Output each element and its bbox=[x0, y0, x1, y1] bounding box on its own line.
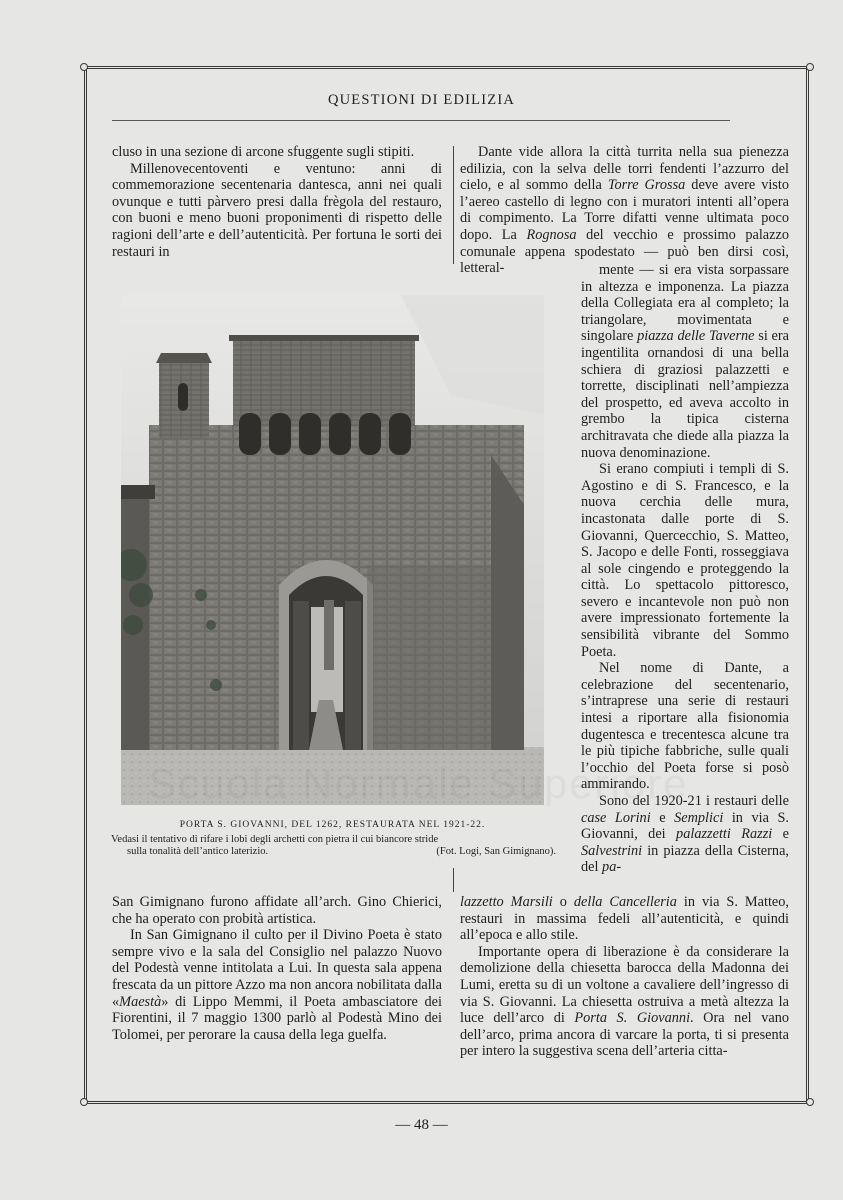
italic-run: Maestà bbox=[119, 993, 162, 1010]
caption-line-2: sulla tonalità dell’antico laterizio. bbox=[127, 846, 269, 857]
italic-run: Salvestrini bbox=[581, 842, 643, 859]
column-left-top bbox=[112, 144, 442, 260]
paragraph bbox=[112, 144, 442, 161]
column-left-bottom bbox=[112, 894, 442, 1043]
paragraph bbox=[460, 144, 789, 277]
corner-ornament bbox=[80, 63, 88, 71]
italic-run: piazza delle Taverne bbox=[637, 328, 755, 345]
gate-photo-drawing bbox=[121, 295, 544, 805]
paragraph bbox=[460, 944, 789, 1060]
header-rule bbox=[112, 120, 730, 121]
column-separator bbox=[453, 146, 454, 264]
text-run: e bbox=[772, 826, 789, 843]
italic-run: Porta S. Giovanni bbox=[574, 1010, 691, 1027]
text-run: Dante vide allora la città turrita nella sua pienezza edilizia, con la selva delle torri fendenti l’azzurro del cielo, e al sommo della bbox=[460, 144, 789, 194]
caption-text bbox=[111, 834, 556, 858]
text-run: Importante opera di liberazione è da considerare la demolizione della chiesetta barocca della Madonna dei Lumi, eretta su di un voltone a cavaliere dell’ingresso di via S. Giovanni. La chiesetta ostruiva a metà altezza la luce dell’arco di bbox=[460, 943, 789, 1027]
text-run: in via S. Matteo, restauri in massima fedeli all’autenticità, e quindi all’epoca e allo stile. bbox=[460, 894, 789, 944]
text-run: San Gimignano furono affidate all’arch. Gino Chierici, che ha operato con probità artistica. bbox=[112, 894, 442, 927]
italic-run: palazzetti Razzi bbox=[676, 826, 773, 843]
left-border-rule bbox=[84, 66, 87, 1104]
paragraph bbox=[460, 894, 789, 944]
page-number: — 48 — bbox=[395, 1117, 448, 1133]
italic-run: Torre Grossa bbox=[607, 177, 686, 194]
photo-credit: (Fot. Logi, San Gimignano). bbox=[436, 846, 556, 857]
corner-ornament bbox=[80, 1098, 88, 1106]
library-watermark bbox=[148, 760, 689, 808]
text-run: Millenovecentoventi e ventuno: anni di commemorazione secentenaria dantesca, anni nei quali ovunque e tutti pàrvero presi dalla frègola del restauro, con buoni e meno buoni proponimenti di rispetto delle ragioni dell’arte e dell’autenticità. Per fortuna le sorti dei restauri in bbox=[112, 160, 442, 260]
porta-san-giovanni-photo bbox=[121, 295, 544, 805]
italic-run: pa- bbox=[602, 859, 622, 876]
text-run: Sono del 1920-21 i restauri delle bbox=[599, 793, 789, 809]
text-run: si era ingentilita ornandosi di una bella schiera di graziosi palazzetti e torrette, disciplinati nell’ampiezza del prospetto, ed aveva accolto in grembo la tipica cisterna architravata che diede alla piazza la nuova denominazione. bbox=[581, 328, 789, 461]
paragraph bbox=[112, 894, 442, 927]
text-run: . Ora nel vano dell’arco, prima ancora di varcare la porta, ti si presenta per intero la suggestiva scena dell’arteria citta- bbox=[460, 1010, 789, 1060]
corner-ornament bbox=[806, 1098, 814, 1106]
italic-run: Semplici bbox=[674, 809, 724, 826]
caption-line-1: Vedasi il tentativo di rifare i lobi degli archetti con pietra il cui biancore stride bbox=[111, 834, 439, 845]
top-border-rule bbox=[86, 66, 808, 69]
paragraph bbox=[581, 461, 789, 660]
caption-title: PORTA S. GIOVANNI, DEL 1262, RESTAURATA NEL 1921-22. bbox=[179, 820, 486, 830]
text-run: in piazza della Cisterna, del bbox=[581, 842, 789, 876]
paragraph bbox=[112, 161, 442, 261]
column-right-bottom bbox=[460, 894, 789, 1060]
right-border-rule bbox=[806, 66, 809, 1104]
text-run: e bbox=[650, 809, 675, 826]
text-run: In San Gimignano il culto per il Divino Poeta è stato sempre vivo e la sala del Consiglio nel palazzo Nuovo del Podestà venne intitolata a Lui. In questa sala appena frescata da un pittore Azzo ma non ancora nobilitata dalla « bbox=[112, 927, 442, 1010]
text-run: Nel nome di Dante, a celebrazione del secentenario, s’intraprese una serie di restauri intesi a riportare alla fisionomia dugentesca e trecentesca alcune tra le più tipiche fabbriche, sulle quali l’occhio del Poeta forse si posò ammirando. bbox=[581, 660, 789, 793]
paragraph bbox=[112, 927, 442, 1043]
text-run: deve avere visto l’aereo castello di legno con i muratori intenti all’opera di compimento. La Torre difatti venne ultimata poco dopo. La bbox=[460, 177, 789, 243]
text-run: cluso in una sezione di arcone sfuggente sugli stipiti. bbox=[112, 144, 415, 160]
italic-run: della Cancelleria bbox=[573, 894, 677, 910]
italic-run: lazzetto Marsili bbox=[460, 894, 553, 910]
italic-run: Rognosa bbox=[526, 226, 577, 243]
column-right-top bbox=[460, 144, 789, 277]
text-run: in via S. Giovanni, dei bbox=[581, 809, 789, 843]
text-run: Si erano compiuti i templi di S. Agostino e di S. Francesco, e la nuova cerchia delle mura, incastonata dalle porte di S. Giovanni, Quercecchio, S. Matteo, S. Jacopo e delle Fonti, rosseggiava al sole cingendo e proteggendo la città. Lo spettacolo pittoresco, severo e incantevole non può non avere impressionato fortemente la sensibilità vibrante del Sommo Poeta. bbox=[581, 461, 789, 660]
running-header: QUESTIONI DI EDILIZIA bbox=[327, 92, 516, 108]
paragraph bbox=[581, 262, 789, 461]
italic-run: case Lorini bbox=[581, 809, 651, 826]
text-run: mente — si era vista sorpassare in altezza e imponenza. La piazza della Collegiata era al completo; la triangolare, movimentata e singolare bbox=[581, 262, 789, 345]
corner-ornament bbox=[806, 63, 814, 71]
column-separator bbox=[453, 868, 454, 892]
text-run: » di Lippo Memmi, il Poeta ambasciatore dei Fiorentini, il 7 maggio 1300 parlò al Podestà Mino dei Tolomei, per perorare la causa della lega guelfa. bbox=[112, 993, 442, 1043]
text-run: o bbox=[552, 894, 574, 910]
text-run: del vecchio e prossimo palazzo comunale appena spodestato — può ben dirsi così, letteral- bbox=[460, 226, 789, 277]
bottom-border-rule bbox=[86, 1101, 808, 1104]
